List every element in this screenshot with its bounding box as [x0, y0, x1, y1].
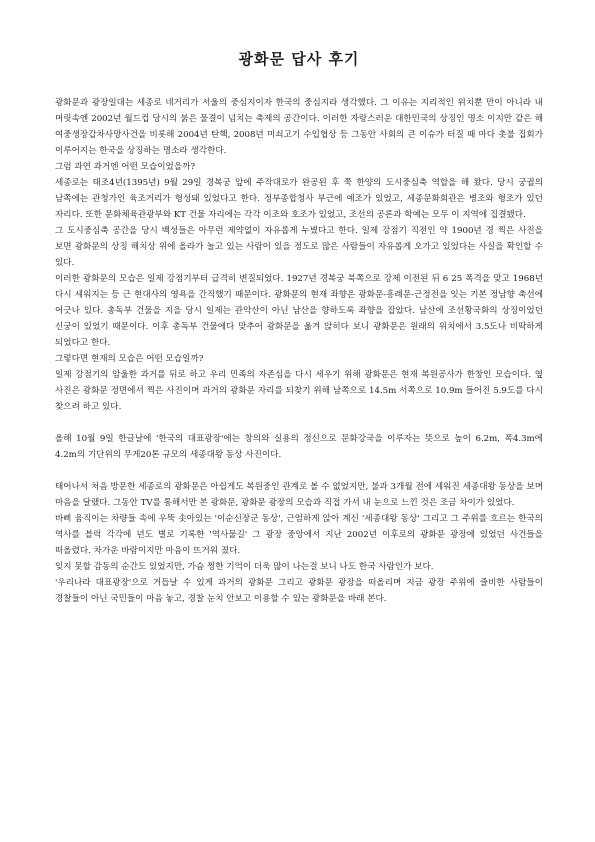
paragraph-sejongno-history: 세종로는 태조4년(1395년) 9월 29일 경복궁 앞에 주작대로가 완공된 후 쭉 한양의 도시중심축 역할을 해 왔다. 당시 궁궐의 남쪽에는 관청가인 육조거리가 형성돼 있었다고 한다. 정부종합청사 부근에 예조가 있었고, 세종문화회관은 병조와 형조가 있던 자리다. 또한 문화체육관광부와 KT 건물 자리에는 각각 이조와 호조가 있었고, 조선의 공론과 학예는 모두 이 지역에 집결됐다. [55, 178, 543, 220]
paragraph-emotion: 잊지 못할 감동의 순간도 있었지만, 가슴 찡한 기억이 더욱 많이 나는걸 보니 나도 한국 사람인가 보다. [55, 562, 434, 572]
document-title: 광화문 답사 후기 [238, 50, 360, 68]
paragraph-people-freedom: 그 도시중심축 공간을 당시 백성들은 아무런 제약없이 자유롭게 누볐다고 한다. 일제 강점기 직전인 약 1900년 경 찍은 사진을 보면 광화문의 상징 해치상 위에 올라가 놀고 있는 사람이 있을 정도로 많은 사람들이 자유롭게 오가고 있었다는 사실을 확인할 수 있다. [55, 226, 543, 268]
paragraph-question-present: 그렇다면 현재의 모습은 어떤 모습일까? [55, 354, 204, 364]
paragraph-closing: '우리나라 대표광장'으로 거듭날 수 있게 과거의 광화문 그리고 광화문 광장을 떠올리며 지금 광장 주위에 즐비한 사람들이 경찰들이 아닌 국민들이 마음 놓고, 경찰 눈치 안보고 이용할 수 있는 광화문을 바래 본다. [55, 578, 543, 604]
paragraph-spacer [55, 463, 543, 479]
document-page [55, 48, 543, 607]
paragraph-sejong-statue: 올해 10월 9일 한글날에 '한국의 대표광장'에는 창의와 실용의 정신으로 문화강국을 이루자는 뜻으로 높이 6.2m, 폭4.3m에 4.2m의 기단위의 무게20톤 규모의 세종대왕 동상 사진이다. [55, 434, 543, 460]
paragraph-restoration: 일제 강점기의 암울한 과거를 뒤로 하고 우리 민족의 자존심을 다시 세우기 위해 광화문은 현재 복원공사가 한창인 모습이다. 옆 사진은 광화문 정면에서 찍은 사진이며 과거의 광화문 자리를 되찾기 위해 남쪽으로 14.5m 서쪽으로 10.9m 들어진 5.9도를 다시 찾으려 하고 있다. [55, 370, 543, 412]
paragraph-japanese-occupation: 이러한 광화문의 모습은 일제 강점기부터 급격히 변질되었다. 1927년 경복궁 북쪽으로 강제 이전된 뒤 6 25 폭격을 맞고 1968년 다시 세워지는 등 근 현대사의 영욕을 간직했기 때문이다. 광화문의 현재 좌향은 광화문-흥례문-근정전을 잇는 기본 정남향 축선에 어긋나 있다. 총독부 건물을 지을 당시 일제는 관악산이 아닌 남산을 향하도록 좌향을 잡았다. 남산에 조선황국화의 상징이었던 신궁이 있었기 때문이다. 이후 총독부 건물에다 맞추어 광화문을 옮겨 앉히다 보니 광화문은 원래의 위치에서 3.5도나 비딱하게 되었다고 한다. [55, 274, 543, 348]
paragraph-first-visit: 태어나서 처음 방문한 세종로의 광화문은 아쉽게도 복원중인 관계로 볼 수 없었지만, 불과 3개월 전에 세워진 세종대왕 동상을 보며 마음을 달랬다. 그동안 TV를 통해서만 본 광화문, 광화문 광장의 모습과 직접 가서 내 눈으로 느낀 것은 조금 차이가 있었다. [55, 482, 543, 508]
paragraph-intro: 광화문과 광장일대는 세종로 네거리가 서울의 중심지이자 한국의 중심지라 생각했다. 그 이유는 지리적인 위치뿐 만이 아니라 내 머릿속엔 2002년 월드컵 당시의 붉은 물결이 넘치는 축제의 공간이다. 이러한 자랑스러운 대한민국의 상징인 명소 이지만 같은 해 여중생장갑차사망사건을 비롯해 2004년 탄핵, 2008년 미쇠고기 수입협상 등 그동안 사회의 큰 이슈가 터질 때 마다 촛불 집회가 이루어지는 한국을 상징하는 명소라 생각한다. [55, 98, 543, 156]
paragraph-spacer [55, 415, 543, 431]
paragraph-question-past: 그럼 과연 과거엔 어떤 모습이었을까? [55, 162, 196, 172]
paragraph-impressions: 바삐 움직이는 차량들 속에 우뚝 솟아있는 '이순신장군 동상', 근엄하게 앉아 계신 '세종대왕 동상' 그리고 그 주위를 흐르는 한국의 역사를 블럭 각각에 년도 별로 기록한 '역사물길' 그 광장 중앙에서 지난 2002년 이후로의 광화문 광장에 있었던 사건들을 떠올렸다. 차가운 바람이지만 마음이 뜨거워 졌다. [55, 514, 543, 556]
